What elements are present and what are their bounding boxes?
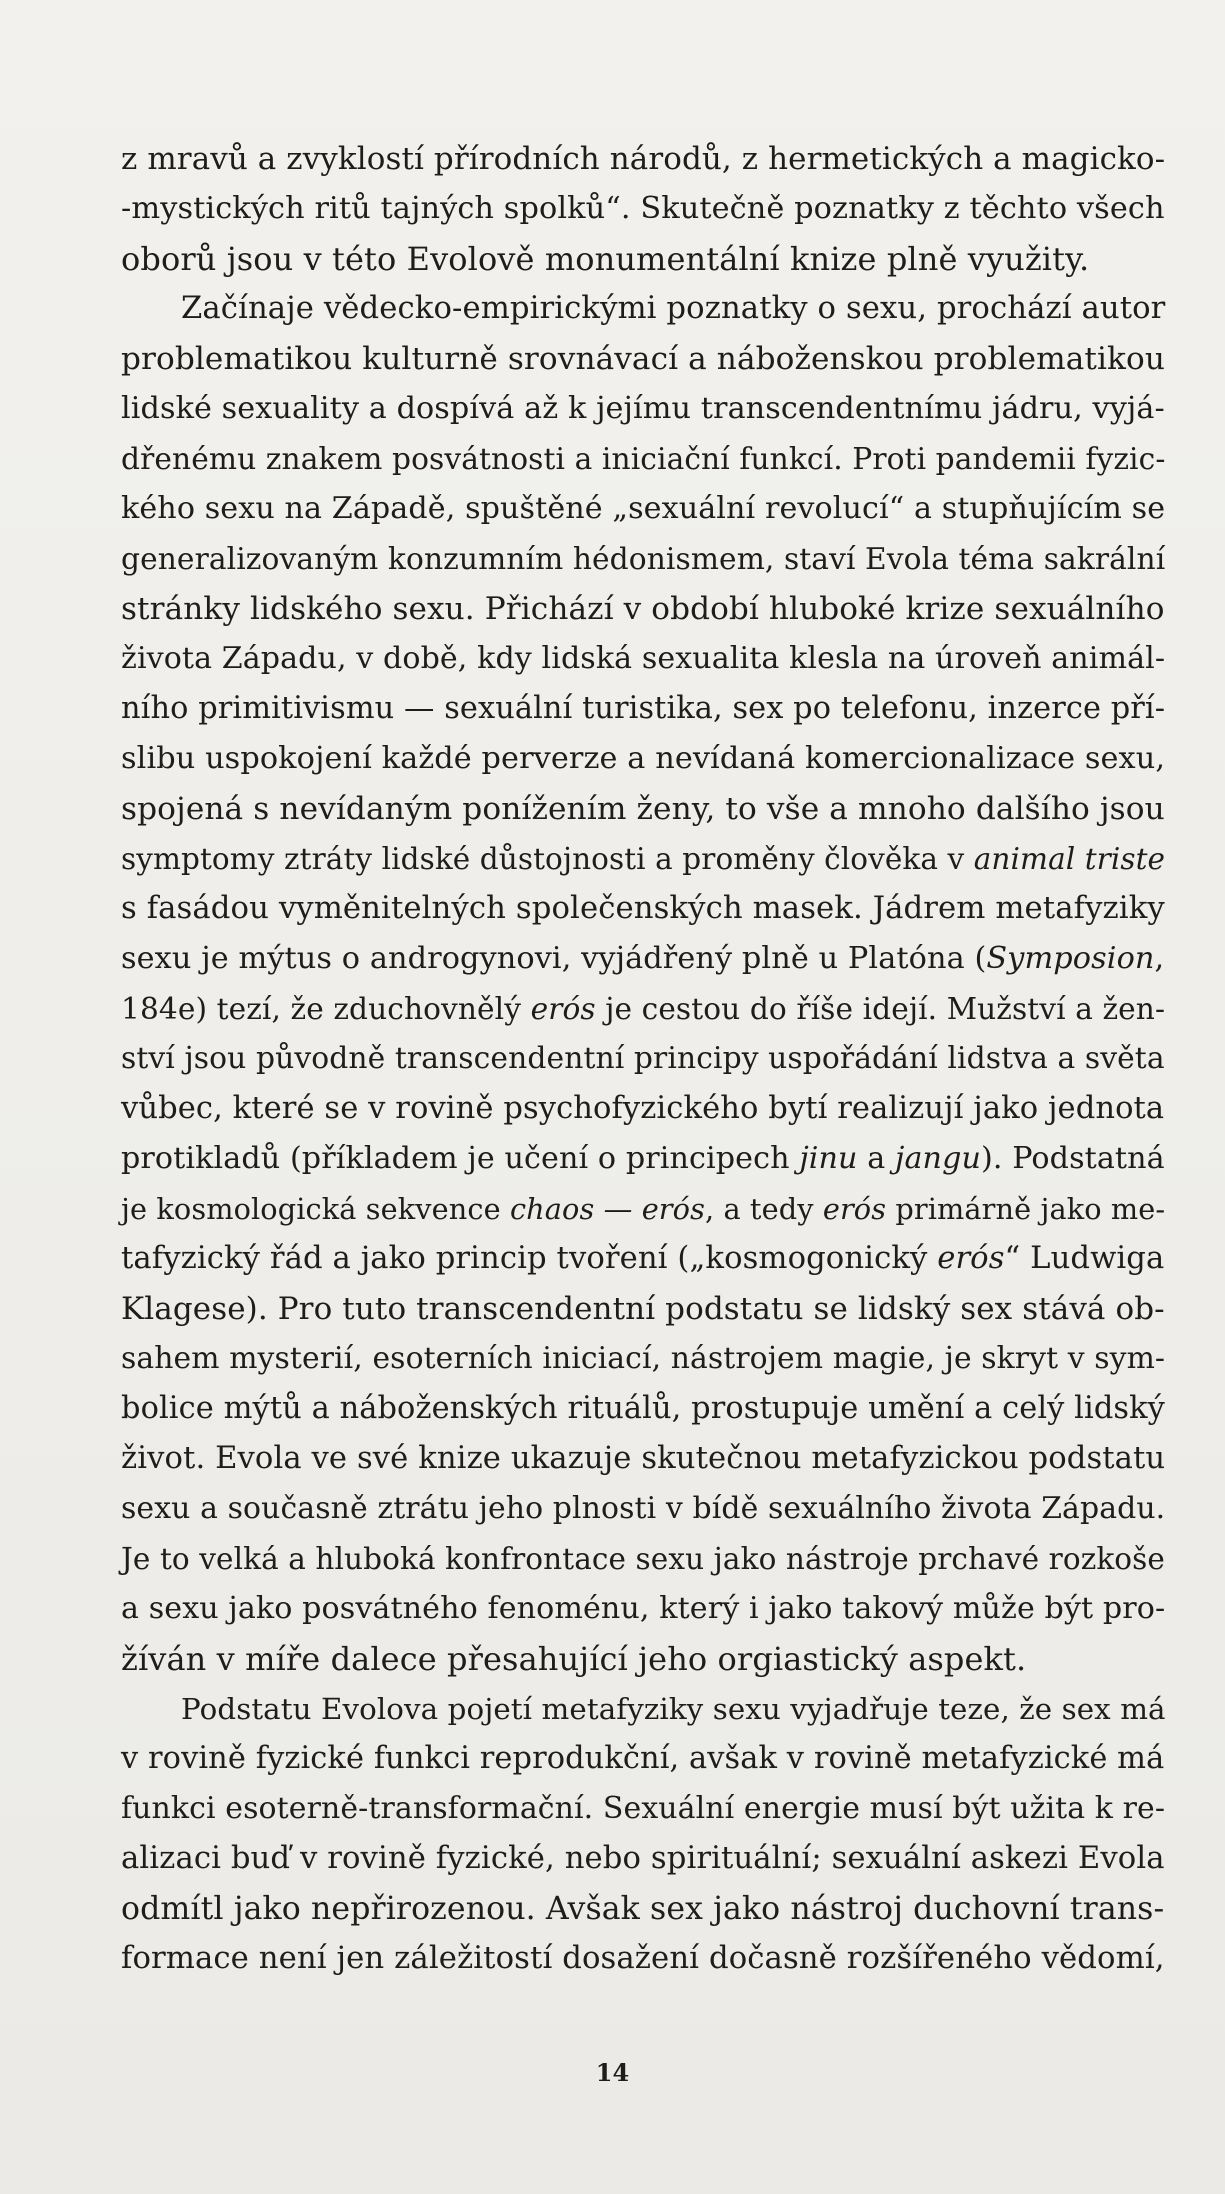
text-line — [121, 1134, 1165, 1184]
line-text: kého sexu na Západě, spuštěné „sexuální revolucí“ a stupňujícím se — [121, 491, 1166, 526]
italic-term: jangu — [895, 1141, 981, 1176]
text-line — [121, 1734, 1165, 1784]
line-text: -mystických ritů tajných spolků“. Skutečně poznatky z těchto všech — [121, 191, 1165, 226]
line-text: odmítl jako nepřirozenou. Avšak sex jako nástroj duchovní trans- — [121, 1891, 1165, 1927]
line-text: sexu a současně ztrátu jeho plnosti v bídě sexuálního života Západu. — [121, 1491, 1166, 1526]
text-line — [121, 384, 1165, 434]
italic-term: erós — [822, 1192, 887, 1226]
text-line — [121, 934, 1165, 984]
text-line — [121, 484, 1165, 534]
text-line — [121, 1084, 1165, 1134]
line-text: 184e) tezí, že zduchovnělý — [121, 992, 531, 1026]
text-line — [121, 584, 1165, 634]
text-line — [121, 1534, 1165, 1584]
italic-term: Symposion — [986, 941, 1155, 976]
text-line — [121, 634, 1165, 684]
text-line — [121, 984, 1165, 1034]
text-line — [121, 1284, 1165, 1334]
page-number: 14 — [595, 2058, 630, 2087]
text-line — [121, 784, 1165, 834]
line-text: slibu uspokojení každé perverze a nevídaná komercionalizace sexu, — [121, 741, 1166, 776]
text-line — [121, 184, 1165, 234]
line-text: primárně jako me- — [886, 1192, 1166, 1226]
line-text: , a tedy — [704, 1192, 823, 1226]
line-text: Začínaje vědecko-empirickými poznatky o sexu, prochází autor — [181, 291, 1166, 326]
text-line — [121, 834, 1165, 884]
text-line — [121, 1484, 1165, 1534]
text-line — [121, 234, 1165, 284]
line-text: Podstatu Evolova pojetí metafyziky sexu vyjadřuje teze, že sex má — [181, 1692, 1166, 1726]
text-line — [121, 534, 1165, 584]
italic-term: erós — [530, 992, 596, 1026]
line-text: ního primitivismu — sexuální turistika, sex po telefonu, inzerce pří- — [121, 691, 1166, 726]
text-line — [121, 1784, 1165, 1834]
text-line — [121, 1184, 1165, 1234]
line-text: oborů jsou v této Evolově monumentální knize plně využity. — [121, 240, 1090, 278]
line-text: a — [857, 1141, 896, 1176]
line-text: tafyzický řád a jako princip tvoření („kosmogonický — [121, 1241, 938, 1276]
body-text — [121, 134, 1165, 1984]
line-text: vůbec, které se v rovině psychofyzického bytí realizují jako jednota — [121, 1091, 1165, 1126]
line-text: funkci esoterně-transformační. Sexuální energie musí být užita k re- — [121, 1791, 1166, 1826]
text-line — [121, 1584, 1165, 1634]
line-text: dřenému znakem posvátnosti a iniciační funkcí. Proti pandemii fyzic- — [121, 441, 1166, 476]
text-line — [121, 1884, 1165, 1934]
line-text: generalizovaným konzumním hédonismem, staví Evola téma sakrální — [121, 541, 1166, 576]
text-line — [121, 1934, 1165, 1984]
line-text: Klagese). Pro tuto transcendentní podstatu se lidský sex stává ob- — [121, 1291, 1165, 1327]
line-text: bolice mýtů a náboženských rituálů, prostupuje umění a celý lidský — [121, 1391, 1165, 1426]
line-text: , — [1154, 941, 1165, 976]
text-line — [121, 1634, 1165, 1684]
line-text: je kosmologická sekvence — [121, 1192, 510, 1226]
line-text: symptomy ztráty lidské důstojnosti a proměny člověka v — [121, 842, 974, 876]
line-text: žíván v míře dalece přesahující jeho orgiastický aspekt. — [121, 1640, 1027, 1678]
text-line — [121, 434, 1165, 484]
line-text: ). Podstatná — [981, 1141, 1165, 1176]
text-line — [121, 1384, 1165, 1434]
line-text: Je to velká a hluboká konfrontace sexu jako nástroje prchavé rozkoše — [121, 1542, 1165, 1576]
line-text: protikladů (příkladem je učení o principech — [121, 1141, 800, 1176]
line-text: “ Ludwiga — [1004, 1241, 1165, 1276]
italic-term: chaos — erós — [509, 1192, 705, 1226]
text-line — [121, 734, 1165, 784]
line-text: z mravů a zvyklostí přírodních národů, z hermetických a magicko- — [121, 141, 1166, 177]
line-text: spojená s nevídaným ponížením ženy, to vše a mnoho dalšího jsou — [121, 791, 1165, 827]
text-line — [121, 284, 1165, 334]
line-text: a sexu jako posvátného fenoménu, který i jako takový může být pro- — [121, 1591, 1166, 1626]
text-line — [121, 1034, 1165, 1084]
text-line — [121, 1434, 1165, 1484]
text-line — [121, 684, 1165, 734]
line-text: život. Evola ve své knize ukazuje skutečnou metafyzickou podstatu — [121, 1441, 1166, 1476]
line-text: lidské sexuality a dospívá až k jejímu transcendentnímu jádru, vyjá- — [121, 391, 1165, 426]
text-line — [121, 1684, 1165, 1734]
line-text: sexu je mýtus o androgynovi, vyjádřený plně u Platóna ( — [121, 941, 987, 976]
line-text: problematikou kulturně srovnávací a náboženskou problematikou — [121, 341, 1165, 377]
text-line — [121, 884, 1165, 934]
italic-term: erós — [937, 1241, 1005, 1276]
text-line — [121, 134, 1165, 184]
line-text: sahem mysterií, esoterních iniciací, nástrojem magie, je skryt v sym- — [121, 1341, 1166, 1376]
line-text: v rovině fyzické funkci reprodukční, avšak v rovině metafyzické má — [121, 1741, 1165, 1776]
italic-term: jinu — [799, 1141, 858, 1176]
line-text: je cestou do říše idejí. Mužství a žen- — [595, 992, 1166, 1026]
line-text: s fasádou vyměnitelných společenských masek. Jádrem metafyziky — [121, 891, 1165, 926]
line-text: stránky lidského sexu. Přichází v období hluboké krize sexuálního — [121, 591, 1165, 627]
line-text: formace není jen záležitostí dosažení dočasně rozšířeného vědomí, — [121, 1941, 1165, 1976]
italic-term: animal triste — [973, 842, 1166, 876]
text-line — [121, 1234, 1165, 1284]
text-line — [121, 1334, 1165, 1384]
text-line — [121, 1834, 1165, 1884]
text-line — [121, 334, 1165, 384]
line-text: života Západu, v době, kdy lidská sexualita klesla na úroveň animál- — [121, 641, 1166, 676]
line-text: alizaci buď v rovině fyzické, nebo spirituální; sexuální askezi Evola — [121, 1841, 1165, 1876]
line-text: ství jsou původně transcendentní principy uspořádání lidstva a světa — [121, 1041, 1165, 1076]
